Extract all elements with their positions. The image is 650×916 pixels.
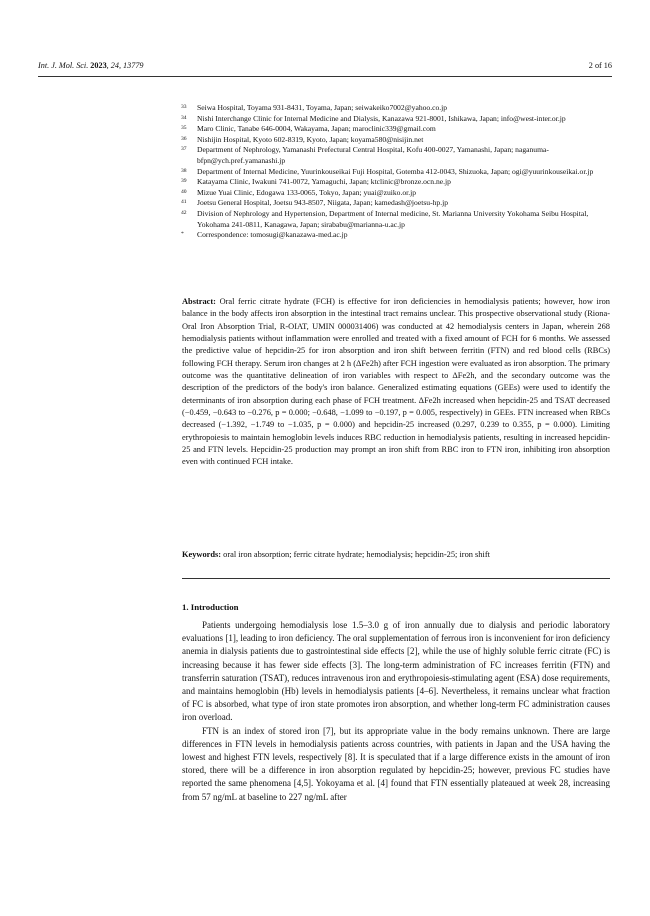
affiliation-item	[181, 177, 611, 188]
affiliation-number: 42	[181, 209, 187, 216]
affiliation-item	[181, 230, 611, 241]
paragraph: Patients undergoing hemodialysis lose 1.5–3.0 g of iron annually due to dialysis and periodic laboratory evaluations [1], leading to iron deficiency. The oral supplementation of ferrous iron is inconvenient for iron deficiency anemia in dialysis patients due to gastrointestinal side effects [2], while the use of highly soluble ferric citrate (FC) is increasing because it has fewer side effects [3]. The long-term administration of FC increases ferritin (FTN) and transferrin saturation (TSAT), reduces intravenous iron and erythropoiesis-stimulating agent (ESA) dose requirements, and maintains hemoglobin (Hb) levels in hemodialysis patients [4–6]. Nevertheless, it remains unclear what fraction of FC is absorbed, what type of iron state promotes iron absorption, and whether long-term FC administration causes iron overload.	[182, 620, 610, 723]
affiliations-list	[181, 103, 611, 241]
affiliation-number: 35	[181, 125, 187, 132]
affiliation-number: 34	[181, 114, 187, 121]
keywords-label: Keywords:	[182, 550, 222, 559]
affiliation-item	[181, 135, 611, 146]
running-header	[38, 61, 612, 75]
abstract	[182, 296, 610, 469]
affiliation-text: Katayama Clinic, Iwakuni 741-0072, Yamaguchi, Japan; ktclinic@bronze.ocn.ne.jp	[197, 177, 451, 187]
keywords-text: oral iron absorption; ferric citrate hydrate; hemodialysis; hepcidin-25; iron shift	[221, 550, 490, 559]
paragraph: FTN is an index of stored iron [7], but its appropriate value in the body remains unknown. There are large differences in FTN levels in hemodialysis patients across countries, with patients in Japan and the USA having the lowest and highest FTN levels, respectively [8]. It is speculated that if a large difference exists in the amount of iron stored, there will be a difference in iron absorption regulated by hepcidin-25; however, previous FC studies have reported the same phenomena [4,5]. Yokoyama et al. [4] found that FTN essentially plateaued at week 28, increasing from 57 ng/mL at baseline to 227 ng/mL after	[182, 725, 610, 802]
affiliation-number: *	[181, 231, 184, 238]
affiliation-number: 37	[181, 146, 187, 153]
affiliation-text: Seiwa Hospital, Toyama 931-8431, Toyama, Japan; seiwakeiko7002@yahoo.co.jp	[197, 103, 448, 112]
affiliation-text: Nishijin Hospital, Kyoto 602-8319, Kyoto, Japan; koyama580@nisijin.net	[197, 134, 424, 144]
affiliation-text: Correspondence: tomosugi@kanazawa-med.ac.jp	[197, 230, 348, 240]
affiliation-text: Joetsu General Hospital, Joetsu 943-8507, Niigata, Japan; kamedash@joetsu-hp.jp	[197, 198, 448, 208]
affiliation-number: 38	[181, 167, 187, 174]
affiliation-number: 39	[181, 178, 187, 185]
abstract-text: Oral ferric citrate hydrate (FCH) is effective for iron deficiencies in hemodialysis patients; however, how iron balance in the body affects iron absorption in the intestinal tract remains unclear. This prospective observational study (Riona-Oral Iron Absorption Trial, R-OIAT, UMIN 000031406) was conducted at 42 hemodialysis centers in Japan, wherein 268 hemodialysis patients without inflammation were enrolled and treated with a fixed amount of FCH for 6 months. We assessed the predictive value of hepcidin-25 for iron absorption and iron shift between ferritin (FTN) and red blood cells (RBCs) following FCH therapy. Serum iron changes at 2 h (ΔFe2h) after FCH ingestion were evaluated as iron absorption. The primary outcome was the quantitative delineation of iron variables with respect to ΔFe2h, and the secondary outcome was the description of the predictors of the body's iron balance. Generalized estimating equations (GEEs) were used to identify the determinants of iron absorption during each phase of FCH treatment. ΔFe2h increased when hepcidin-25 and TSAT decreased (−0.459, −0.643 to −0.276, p = 0.000; −0.648, −1.099 to −0.197, p = 0.005, respectively) in GEEs. FTN increased when RBCs decreased (−1.392, −1.749 to −1.035, p = 0.000) and hepcidin-25 increased (0.297, 0.239 to 0.355, p = 0.000). Limiting erythropoiesis to maintain hemoglobin levels induces RBC reduction in hemodialysis patients, resulting in increased hepcidin-25 and FTN levels. Hepcidin-25 production may prompt an iron shift from RBC iron to FTN iron, inhibiting iron absorption even with continued FCH intake.	[182, 297, 610, 467]
keywords	[182, 550, 610, 559]
affiliation-item	[181, 114, 611, 125]
journal-volume: , 24, 13779	[106, 61, 144, 70]
affiliation-item	[181, 167, 611, 178]
section-body	[182, 619, 610, 804]
section-rule	[182, 578, 610, 579]
abstract-label: Abstract:	[182, 297, 216, 306]
journal-citation	[38, 61, 144, 75]
page-number: 2 of 16	[588, 61, 612, 70]
affiliation-text: Department of Internal Medicine, Yuurinkouseikai Fuji Hospital, Gotemba 412-0043, Shizuoka, Japan; ogi@yuurinkouseikai.or.jp	[197, 166, 594, 176]
affiliation-text: Nishi Interchange Clinic for Internal Medicine and Dialysis, Kanazawa 921-8001, Ishikawa, Japan; info@west-inter.or.jp	[197, 113, 566, 123]
journal-abbrev: Int. J. Mol. Sci.	[38, 61, 89, 70]
affiliation-item	[181, 188, 611, 199]
affiliation-text: Maro Clinic, Tanabe 646-0004, Wakayama, Japan; maroclinic339@gmail.com	[197, 124, 436, 134]
affiliation-number: 41	[181, 199, 187, 206]
affiliation-item	[181, 209, 611, 230]
header-rule	[38, 76, 612, 77]
affiliation-number: 40	[181, 188, 187, 195]
affiliation-text: Division of Nephrology and Hypertension, Department of Internal medicine, St. Marianna University Yokohama Seibu Hospital, Yokohama 241-0811, Kanagawa, Japan; sirababu@marianna-u.ac.jp	[197, 208, 589, 229]
affiliation-text: Department of Nephrology, Yamanashi Prefectural Central Hospital, Kofu 400-0027, Yamanashi, Japan; naganuma-bfpn@ych.pref.yamanashi.jp	[197, 145, 549, 165]
affiliation-number: 36	[181, 135, 187, 142]
affiliation-number: 33	[181, 104, 187, 110]
affiliation-item	[181, 198, 611, 209]
affiliation-item	[181, 145, 611, 166]
journal-year: 2023	[90, 61, 107, 70]
affiliation-text: Mizue Yuai Clinic, Edogawa 133-0065, Tokyo, Japan; yuai@zuiko.or.jp	[197, 187, 417, 197]
affiliation-item	[181, 103, 611, 114]
section-heading: 1. Introduction	[182, 602, 239, 612]
affiliation-item	[181, 124, 611, 135]
